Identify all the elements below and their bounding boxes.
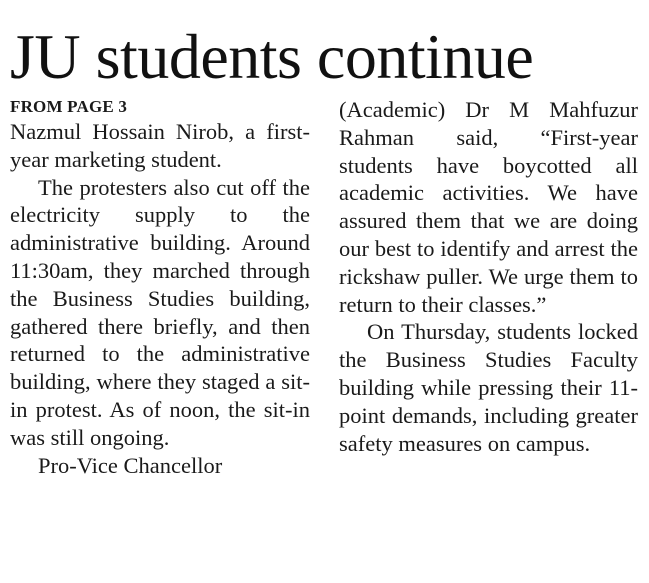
paragraph: On Thursday, students locked the Business Studies Faculty building while pressing their 11-point demands, including greater safety measures on campus. <box>339 319 638 456</box>
headline: JU students continue <box>10 21 534 92</box>
article-column-right <box>339 96 638 457</box>
continued-from-kicker: FROM PAGE 3 <box>10 97 128 116</box>
paragraph: Nazmul Hossain Nirob, a first-year marketing student. <box>10 119 310 172</box>
article-column-left <box>10 96 310 479</box>
paragraph: Pro-Vice Chancellor <box>38 452 223 478</box>
paragraph: (Academic) Dr M Mahfuzur Rahman said, “First-year students have boycotted all academic activities. We have assured them that we are doing our best to identify and arrest the rickshaw puller. We urge them to return to their classes.” <box>339 97 638 317</box>
paragraph: The protesters also cut off the electricity supply to the administrative building. Around 11:30am, they marched through the Business Studies building, gathered there briefly, and then returned to the administrative building, where they staged a sit-in protest. As of noon, the sit-in was still ongoing. <box>10 174 310 450</box>
